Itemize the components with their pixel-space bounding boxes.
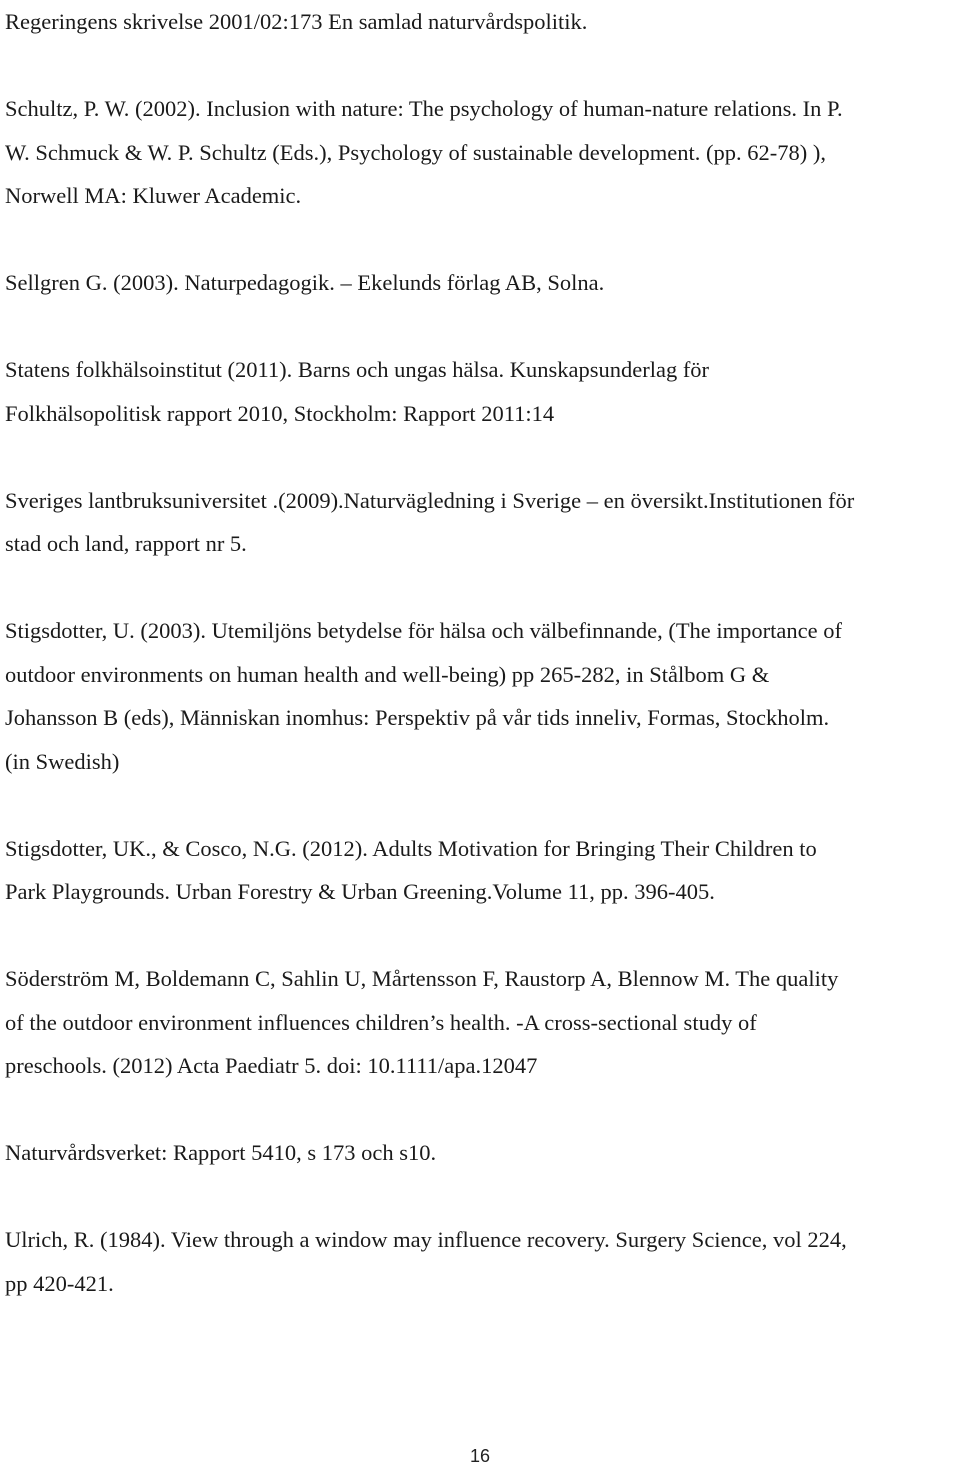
reference-line: (in Swedish) (5, 748, 120, 774)
reference-naturvardsverket (5, 1131, 955, 1175)
reference-line: Sellgren G. (2003). Naturpedagogik. – Ekelunds förlag AB, Solna. (5, 270, 605, 295)
reference-line: pp 420-421. (5, 1270, 114, 1296)
reference-line: Stigsdotter, UK., & Cosco, N.G. (2012). Adults Motivation for Bringing Their Children to (5, 835, 817, 861)
reference-line: stad och land, rapport nr 5. (5, 531, 247, 556)
page-number: 16 (469, 1446, 491, 1466)
reference-schultz (5, 87, 955, 218)
reference-line: outdoor environments on human health and well-being) pp 265-282, in Stålbom G & (5, 661, 770, 687)
reference-line: Folkhälsopolitisk rapport 2010, Stockholm: Rapport 2011:14 (5, 400, 555, 426)
reference-line: Naturvårdsverket: Rapport 5410, s 173 och s10. (5, 1140, 437, 1165)
reference-sellgren (5, 261, 955, 305)
reference-line: Regeringens skrivelse 2001/02:173 En samlad naturvårdspolitik. (5, 9, 588, 34)
reference-statens (5, 348, 955, 435)
reference-line: W. Schmuck & W. P. Schultz (Eds.), Psychology of sustainable development. (pp. 62-78) ), (5, 139, 826, 165)
reference-ulrich (5, 1218, 955, 1305)
reference-line: Statens folkhälsoinstitut (2011). Barns och ungas hälsa. Kunskapsunderlag för (5, 357, 710, 382)
reference-line: Johansson B (eds), Människan inomhus: Perspektiv på vår tids inneliv, Formas, Stockholm. (5, 705, 830, 730)
reference-line: Stigsdotter, U. (2003). Utemiljöns betydelse för hälsa och välbefinnande, (The importance of (5, 618, 842, 643)
reference-list (5, 0, 955, 1305)
reference-line: preschools. (2012) Acta Paediatr 5. doi: 10.1111/apa.12047 (5, 1053, 538, 1078)
reference-line: Söderström M, Boldemann C, Sahlin U, Mårtensson F, Raustorp A, Blennow M. The quality (5, 966, 839, 991)
reference-line: Schultz, P. W. (2002). Inclusion with nature: The psychology of human-nature relations. In P. (5, 96, 843, 121)
reference-stigsdotter-2012 (5, 827, 955, 914)
reference-regeringen (5, 0, 955, 44)
reference-line: Sveriges lantbruksuniversitet .(2009).Naturvägledning i Sverige – en översikt.Institutionen för (5, 487, 855, 513)
reference-stigsdotter-2003 (5, 609, 955, 783)
reference-line: Park Playgrounds. Urban Forestry & Urban Greening.Volume 11, pp. 396-405. (5, 879, 715, 904)
reference-slu (5, 479, 955, 566)
reference-line: Norwell MA: Kluwer Academic. (5, 183, 302, 208)
reference-line: of the outdoor environment influences children’s health. -A cross-sectional study of (5, 1009, 757, 1035)
reference-soderstrom (5, 957, 955, 1088)
reference-line: Ulrich, R. (1984). View through a window may influence recovery. Surgery Science, vol 224, (5, 1227, 847, 1252)
